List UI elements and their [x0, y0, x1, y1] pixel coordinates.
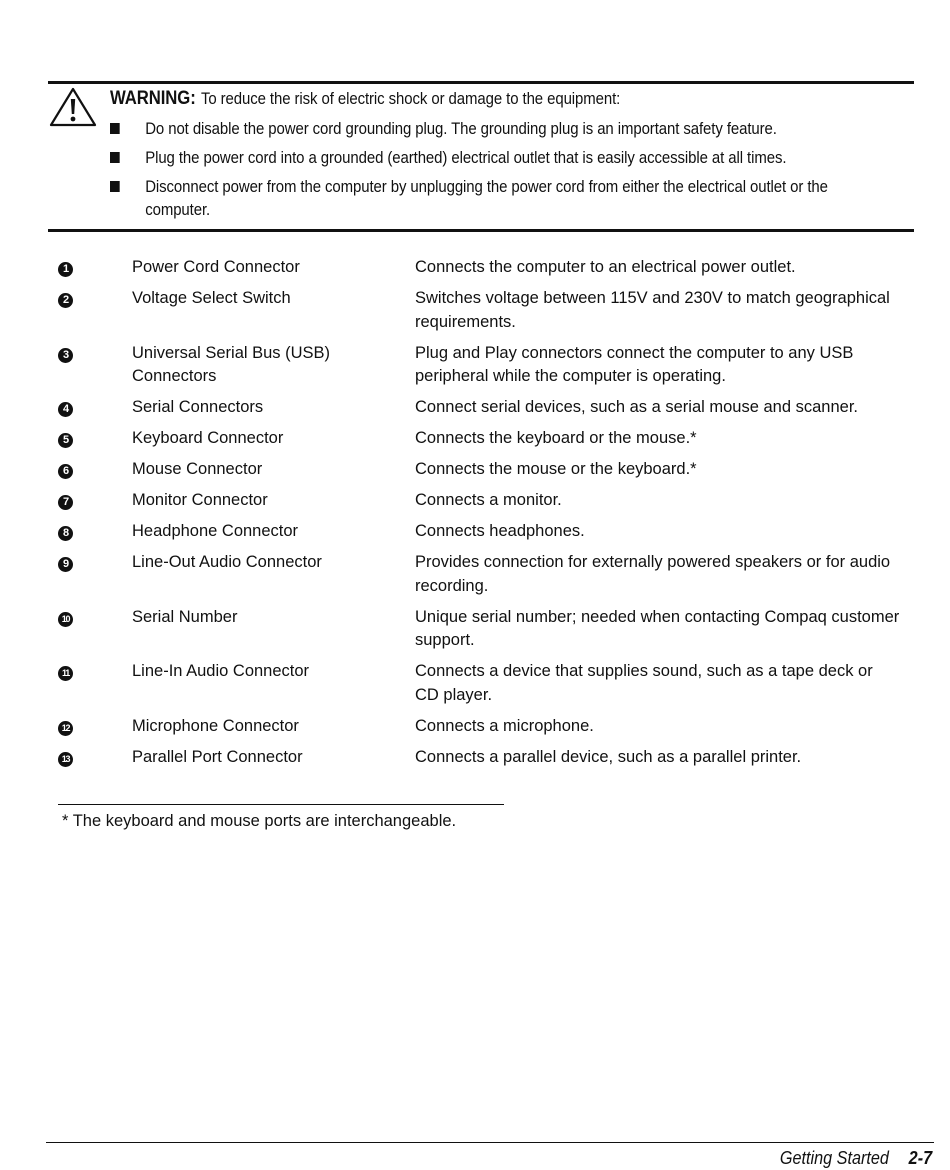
table-row: [58, 606, 908, 653]
connector-description: Connects a parallel device, such as a parallel printer.: [415, 747, 802, 766]
callout-number: 6: [58, 464, 73, 479]
table-row: [58, 342, 908, 389]
footnote-rule: [58, 804, 504, 805]
connector-description: Connect serial devices, such as a serial mouse and scanner.: [415, 398, 858, 416]
connector-description: Connects the mouse or the keyboard.*: [415, 460, 697, 478]
connector-name: Line-Out Audio Connector: [132, 553, 322, 571]
warning-top-rule: [48, 81, 914, 84]
connector-name: Keyboard Connector: [132, 429, 284, 447]
callout-number: 10: [58, 612, 73, 627]
table-row: [58, 458, 908, 482]
connector-description: Connects the computer to an electrical power outlet.: [415, 258, 796, 276]
warning-triangle-icon: [49, 86, 97, 128]
connector-name: Parallel Port Connector: [132, 747, 303, 766]
connector-name: Headphone Connector: [132, 522, 299, 540]
warning-intro-line: [110, 87, 805, 111]
warning-list: [110, 117, 889, 221]
page-number: 2-7: [908, 1148, 932, 1168]
warning-item-text: Plug the power cord into a grounded (earthed) electrical outlet that is easily accessible at all times.: [145, 148, 787, 167]
connector-name: Power Cord Connector: [132, 258, 300, 276]
table-row: [58, 520, 908, 544]
connector-name: Microphone Connector: [132, 716, 299, 735]
page-footer-rule: [46, 1142, 934, 1143]
table-row: [58, 715, 908, 739]
connector-name: Monitor Connector: [132, 491, 268, 509]
callout-number: 13: [58, 752, 73, 767]
warning-item: [110, 175, 889, 221]
table-row: [58, 427, 908, 451]
square-bullet-icon: [110, 152, 120, 163]
callout-number: 3: [58, 348, 73, 363]
warning-item: [110, 146, 889, 169]
callout-number: 4: [58, 402, 73, 417]
connector-description: Plug and Play connectors connect the computer to any USB peripheral while the computer is operating.: [415, 343, 854, 385]
table-row: [58, 489, 908, 513]
connector-name: Voltage Select Switch: [132, 289, 291, 307]
connector-description: Connects a device that supplies sound, such as a tape deck or CD player.: [415, 662, 873, 704]
connector-description: Connects headphones.: [415, 522, 585, 540]
page-footer: [780, 1148, 932, 1169]
connector-name: Line-In Audio Connector: [132, 662, 310, 680]
table-row: [58, 287, 908, 334]
callout-number: 12: [58, 721, 73, 736]
footer-section-title: Getting Started: [779, 1148, 889, 1168]
connector-name: Serial Number: [132, 607, 238, 626]
connector-description: Connects a microphone.: [415, 716, 594, 735]
table-row: [58, 396, 908, 420]
callout-number: 1: [58, 262, 73, 277]
connector-description: Connects the keyboard or the mouse.*: [415, 429, 697, 447]
connector-name: Mouse Connector: [132, 460, 263, 478]
warning-item-text: Disconnect power from the computer by unplugging the power cord from either the electrical outlet or the computer.: [145, 177, 828, 219]
connector-name: Universal Serial Bus (USB) Connectors: [132, 343, 331, 385]
warning-item-text: Do not disable the power cord grounding plug. The grounding plug is an important safety feature.: [145, 119, 777, 138]
connector-description: Unique serial number; needed when contacting Compaq customer support.: [415, 607, 900, 649]
table-row: [58, 660, 908, 707]
warning-intro: To reduce the risk of electric shock or damage to the equipment:: [200, 89, 621, 108]
warning-block: [110, 87, 828, 227]
warning-bottom-rule: [48, 229, 914, 232]
table-row: [58, 256, 908, 280]
square-bullet-icon: [110, 181, 120, 192]
warning-item: [110, 117, 889, 140]
connector-table: [58, 256, 908, 777]
square-bullet-icon: [110, 123, 120, 134]
footnote: * The keyboard and mouse ports are interchangeable.: [62, 812, 457, 830]
callout-number: 9: [58, 557, 73, 572]
callout-number: 2: [58, 293, 73, 308]
callout-number: 8: [58, 526, 73, 541]
warning-label: WARNING:: [110, 88, 196, 109]
callout-number: 7: [58, 495, 73, 510]
table-row: [58, 551, 908, 598]
callout-number: 11: [58, 666, 73, 681]
connector-name: Serial Connectors: [132, 398, 264, 416]
connector-description: Provides connection for externally powered speakers or for audio recording.: [415, 553, 891, 595]
connector-description: Switches voltage between 115V and 230V to match geographical requirements.: [415, 289, 890, 331]
connector-description: Connects a monitor.: [415, 491, 562, 509]
table-row: [58, 746, 908, 770]
callout-number: 5: [58, 433, 73, 448]
